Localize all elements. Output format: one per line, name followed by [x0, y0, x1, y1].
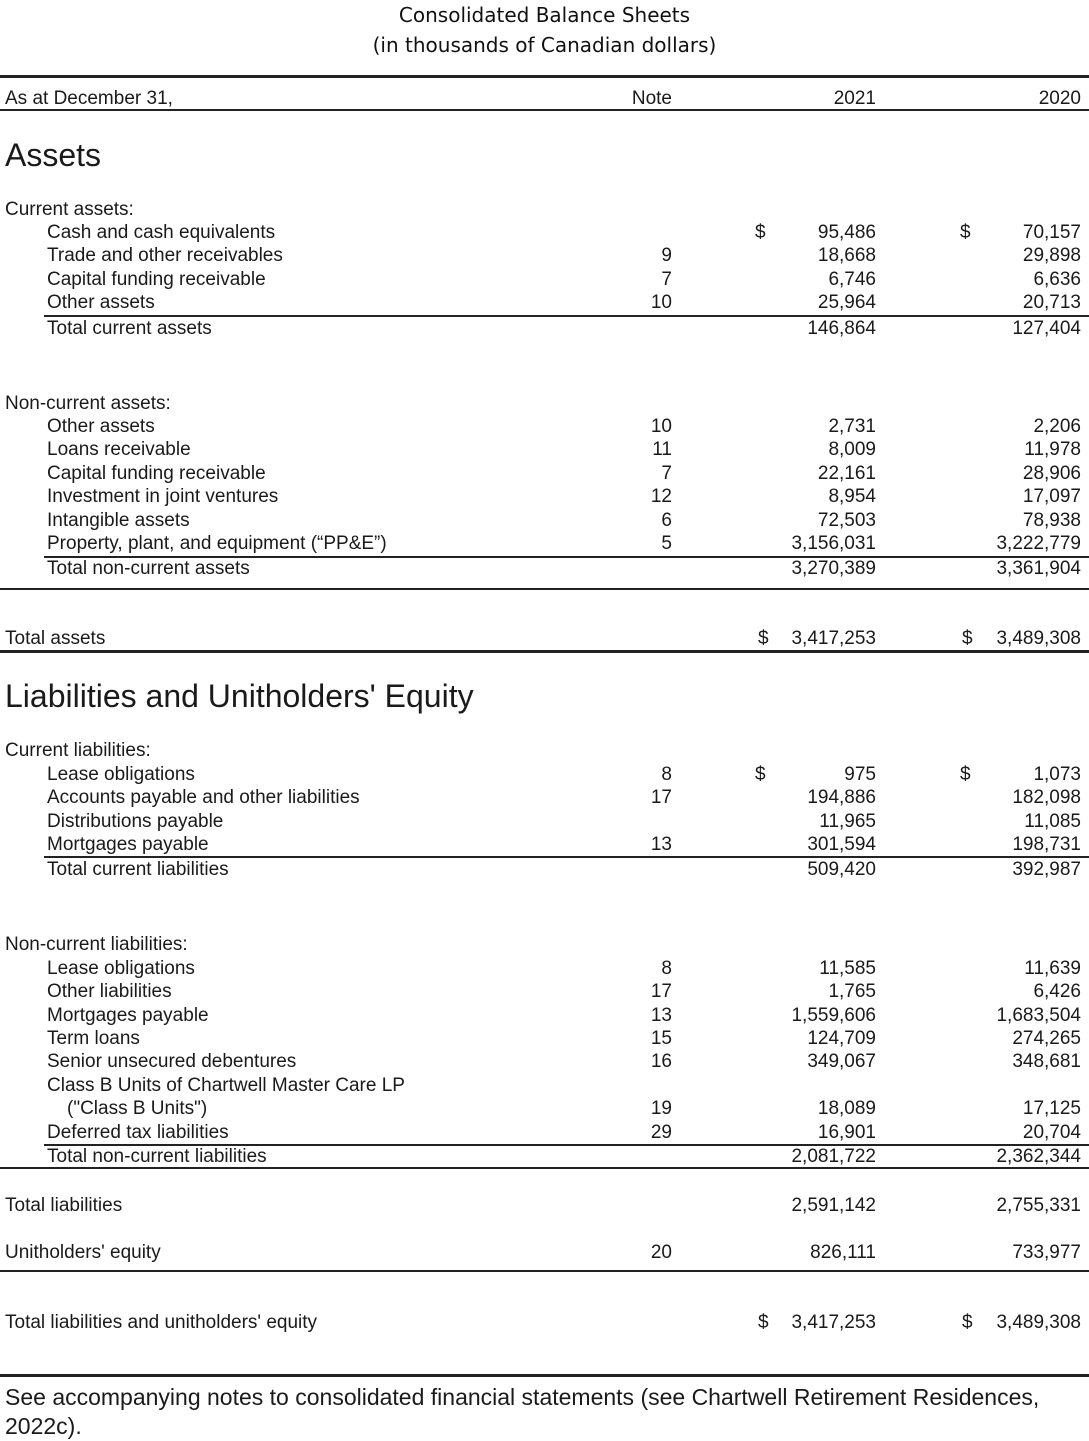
total-assets-2021: 3,417,253: [791, 628, 876, 649]
total-noncurrent-liabilities-2021: 2,081,722: [791, 1146, 876, 1167]
row-label: Senior unsecured debentures: [47, 1051, 297, 1072]
value-2020: 11,978: [1024, 439, 1081, 460]
unitholders-equity-label: Unitholders' equity: [5, 1242, 161, 1263]
value-2020: 78,938: [1022, 510, 1081, 531]
header-2020: 2020: [1038, 88, 1081, 109]
value-2021: 1,765: [828, 981, 876, 1002]
row-note: 13: [650, 1005, 672, 1026]
row-label: Term loans: [47, 1028, 140, 1049]
row-label: Other liabilities: [47, 981, 172, 1002]
section-rule: [0, 1167, 1089, 1169]
value-2021: 8,954: [828, 486, 876, 507]
noncurrent-liabilities-label: Non-current liabilities:: [5, 934, 188, 955]
total-liabilities-2021: 2,591,142: [791, 1195, 876, 1216]
value-2021: 6,746: [828, 269, 876, 290]
value-2021: 11,965: [819, 811, 876, 832]
total-current-liabilities-2020: 392,987: [1012, 859, 1081, 880]
value-2021: 11,585: [819, 958, 876, 979]
value-2020: 2,206: [1033, 416, 1081, 437]
total-liabilities-label: Total liabilities: [5, 1195, 123, 1216]
currency-symbol: $: [758, 628, 769, 649]
double-rule: [0, 650, 1089, 653]
value-2021: 124,709: [807, 1028, 876, 1049]
row-note: 29: [650, 1122, 672, 1143]
total-noncurrent-liabilities-2020: 2,362,344: [996, 1146, 1081, 1167]
total-current-assets-label: Total current assets: [47, 318, 212, 339]
currency-symbol: $: [755, 222, 766, 243]
row-label: Lease obligations: [47, 764, 195, 785]
section-rule: [0, 1270, 1089, 1272]
row-note: 10: [650, 416, 672, 437]
row-note: 8: [661, 958, 672, 979]
value-2021: 72,503: [817, 510, 876, 531]
row-label: ("Class B Units"): [67, 1098, 208, 1119]
header-as-at: As at December 31,: [5, 88, 173, 109]
total-liab-equity-2021: 3,417,253: [791, 1312, 876, 1333]
value-2020: 17,097: [1022, 486, 1081, 507]
value-2021: 1,559,606: [791, 1005, 876, 1026]
currency-symbol: $: [962, 1312, 973, 1333]
value-2021: 349,067: [807, 1051, 876, 1072]
row-label: Loans receivable: [47, 439, 191, 460]
value-2021: 25,964: [817, 292, 876, 313]
row-label: Mortgages payable: [47, 834, 209, 855]
value-2021: 975: [844, 764, 876, 785]
row-note: 6: [661, 510, 672, 531]
row-label: Other assets: [47, 416, 155, 437]
row-label: Investment in joint ventures: [47, 486, 279, 507]
value-2020: 6,636: [1033, 269, 1081, 290]
total-noncurrent-assets-2020: 3,361,904: [996, 558, 1081, 579]
value-2020: 1,073: [1033, 764, 1081, 785]
total-liabilities-2020: 2,755,331: [996, 1195, 1081, 1216]
row-label: Cash and cash equivalents: [47, 222, 276, 243]
value-2020: 20,704: [1022, 1122, 1081, 1143]
row-note: 20: [650, 1242, 672, 1263]
row-label: Distributions payable: [47, 811, 224, 832]
double-rule: [0, 1374, 1089, 1377]
total-assets-label: Total assets: [5, 628, 106, 649]
row-note: 5: [661, 533, 672, 554]
row-label: Mortgages payable: [47, 1005, 209, 1026]
value-2021: 2,731: [828, 416, 876, 437]
total-liab-equity-2020: 3,489,308: [996, 1312, 1081, 1333]
unitholders-equity-2021: 826,111: [810, 1242, 876, 1263]
value-2020: 17,125: [1022, 1098, 1081, 1119]
row-note: 16: [650, 1051, 672, 1072]
row-note: 12: [650, 486, 672, 507]
row-label: Accounts payable and other liabilities: [47, 787, 360, 808]
row-note: 17: [650, 981, 672, 1002]
row-note: 13: [650, 834, 672, 855]
noncurrent-assets-label: Non-current assets:: [5, 393, 171, 414]
value-2020: 70,157: [1022, 222, 1081, 243]
total-noncurrent-assets-label: Total non-current assets: [47, 558, 250, 579]
value-2020: 29,898: [1022, 245, 1081, 266]
value-2020: 6,426: [1033, 981, 1081, 1002]
row-note: 19: [650, 1098, 672, 1119]
value-2020: 274,265: [1012, 1028, 1081, 1049]
assets-heading: Assets: [5, 137, 102, 173]
value-2020: 11,085: [1024, 811, 1081, 832]
unitholders-equity-2020: 733,977: [1012, 1242, 1081, 1263]
currency-symbol: $: [960, 764, 971, 785]
total-assets-2020: 3,489,308: [996, 628, 1081, 649]
total-current-liabilities-2021: 509,420: [807, 859, 876, 880]
row-note: 7: [661, 463, 672, 484]
value-2021: 18,668: [817, 245, 876, 266]
currency-symbol: $: [755, 764, 766, 785]
top-rule: [0, 75, 1089, 78]
row-label: Intangible assets: [47, 510, 190, 531]
total-noncurrent-liabilities-label: Total non-current liabilities: [47, 1146, 267, 1167]
value-2021: 301,594: [807, 834, 876, 855]
liabilities-heading: Liabilities and Unitholders' Equity: [5, 678, 474, 714]
value-2021: 8,009: [828, 439, 876, 460]
row-label: Lease obligations: [47, 958, 195, 979]
value-2020: 198,731: [1012, 834, 1081, 855]
current-assets-label: Current assets:: [5, 199, 134, 220]
value-2020: 11,639: [1024, 958, 1081, 979]
value-2021: 16,901: [817, 1122, 876, 1143]
row-note: 7: [661, 269, 672, 290]
row-note: 15: [650, 1028, 672, 1049]
row-note: 11: [652, 439, 672, 460]
value-2021: 95,486: [817, 222, 876, 243]
total-current-liabilities-label: Total current liabilities: [47, 859, 229, 880]
header-rule: [0, 109, 1089, 111]
value-2020: 28,906: [1022, 463, 1081, 484]
value-2021: 194,886: [807, 787, 876, 808]
current-liabilities-label: Current liabilities:: [5, 740, 151, 761]
value-2020: 20,713: [1022, 292, 1081, 313]
row-note: 9: [661, 245, 672, 266]
value-2021: 18,089: [817, 1098, 876, 1119]
row-label: Capital funding receivable: [47, 463, 266, 484]
row-label: Property, plant, and equipment (“PP&E”): [47, 533, 387, 554]
row-note: 17: [650, 787, 672, 808]
row-note: 10: [650, 292, 672, 313]
total-liab-equity-label: Total liabilities and unitholders' equity: [5, 1312, 318, 1333]
statement-title: Consolidated Balance Sheets: [398, 3, 691, 27]
section-rule: [0, 588, 1089, 590]
value-2020: 348,681: [1012, 1051, 1081, 1072]
value-2020: 3,222,779: [996, 533, 1081, 554]
statement-subtitle: (in thousands of Canadian dollars): [372, 33, 717, 57]
row-label: Trade and other receivables: [47, 245, 283, 266]
value-2020: 1,683,504: [996, 1005, 1081, 1026]
row-label: Class B Units of Chartwell Master Care LP: [47, 1075, 405, 1096]
row-label: Deferred tax liabilities: [47, 1122, 229, 1143]
value-2021: 22,161: [817, 463, 876, 484]
value-2021: 3,156,031: [791, 533, 876, 554]
footnote: See accompanying notes to consolidated financial statements (see Chartwell Retirement Residences, 2022c).: [5, 1384, 1040, 1439]
total-noncurrent-assets-2021: 3,270,389: [791, 558, 876, 579]
row-label: Other assets: [47, 292, 155, 313]
total-current-assets-2020: 127,404: [1012, 318, 1081, 339]
header-2021: 2021: [833, 88, 876, 109]
header-note: Note: [631, 88, 672, 109]
currency-symbol: $: [962, 628, 973, 649]
total-current-assets-2021: 146,864: [807, 318, 876, 339]
row-note: 8: [661, 764, 672, 785]
currency-symbol: $: [960, 222, 971, 243]
value-2020: 182,098: [1012, 787, 1081, 808]
currency-symbol: $: [758, 1312, 769, 1333]
row-label: Capital funding receivable: [47, 269, 266, 290]
